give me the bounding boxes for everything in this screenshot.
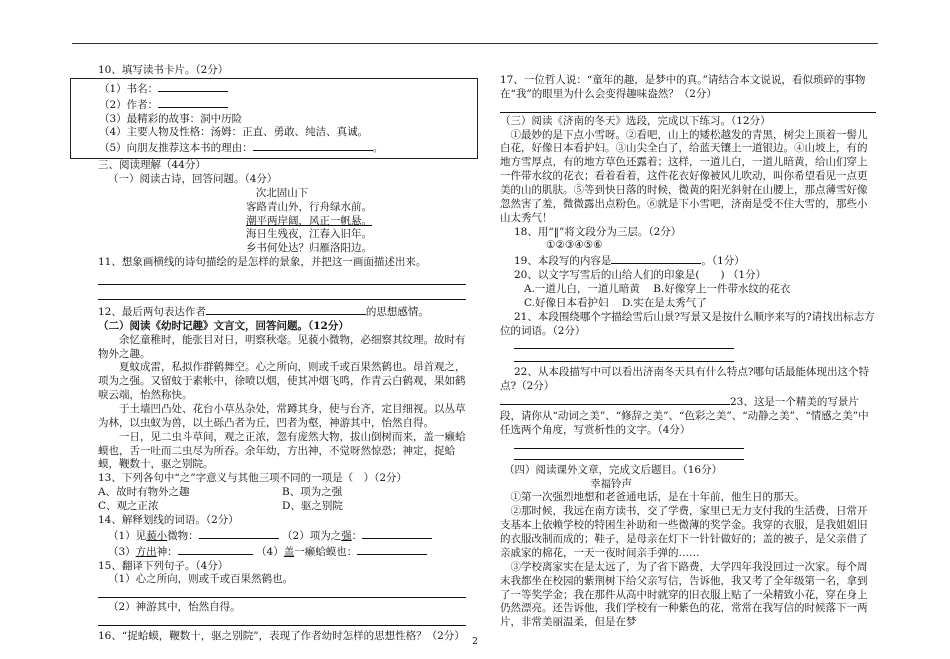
q13: 13、下列各句中“之”字意义与其他三项不同的一项是（ ）（2分） [98, 472, 408, 485]
poem-title: 次北固山下 [255, 186, 309, 199]
q20: 20、以文字写雪后的山给人们的印象是( ) （1分） [514, 269, 767, 282]
sub2-title: （二）阅读《幼时记趣》文言文，回答问题。（12分） [98, 319, 349, 332]
q23-answer-line-2[interactable] [514, 449, 744, 460]
top-rule [72, 43, 878, 44]
card-author: （2）作者： [99, 97, 465, 113]
q12-blank[interactable] [206, 304, 366, 315]
card-reason: （5）向朋友推荐这本书的理由： 。 [99, 142, 384, 155]
q11-answer-line[interactable] [98, 270, 466, 285]
left-column [98, 64, 466, 644]
page-number: 2 [472, 637, 478, 647]
reading-card [70, 78, 478, 159]
poem-line-2: 潮平两岸阔，风正一帆悬。 [246, 214, 372, 227]
q13-option-b: B、项为之强 [282, 486, 343, 499]
q13-option-d: D、驱之别院 [282, 500, 343, 513]
q15-item-2: （2）神游其中，怡然自得。 [108, 601, 241, 614]
q11: 11、想象画横线的诗句描绘的是怎样的景象，并把这一画面描述出来。 [98, 256, 427, 269]
q22-answer-line[interactable] [500, 394, 730, 405]
card-story: （3）最精彩的故事：洞中历险 [99, 112, 243, 125]
passage-para-3: 于土墙凹凸处、花台小草丛杂处，常蹲其身，使与台齐，定目细视。以丛草为林，以虫蚁为兽，以土砾凸者为丘，凹者为壑，神游其中，怡然自得。 [98, 403, 466, 429]
right-column [500, 64, 876, 630]
card-book-name: （1）书名： [99, 81, 465, 97]
section3-title: 三、阅读理解（44分） [98, 159, 206, 172]
q19-blank[interactable] [611, 253, 701, 264]
essay-para-1: ①第一次强烈地想和老爸通电话，是在十年前，他生日的那天。 [510, 491, 805, 504]
q14: 14、解释划线的词语。（2分） [98, 513, 239, 526]
q16: 16、“捉蛤蟆，鞭数十，驱之别院”，表现了作者幼时怎样的思想性格？（2分） [98, 630, 465, 643]
sub1-title: （一）阅读古诗，回答问题。（4分） [108, 173, 278, 186]
q17-answer-line[interactable] [500, 102, 876, 113]
q21: 21、本段围绕哪个字描绘雪后山景?写景又是按什么顺序来写的?请找出标志方位的词语。（2分） [500, 310, 875, 337]
q14-row1: （1）见藐小微物： （2）项为之强： [98, 528, 466, 544]
q20-options-row1: A.一道儿白，一道儿暗黄 B.好像穿上一件带水纹的花衣 [524, 283, 791, 296]
q12: 12、最后两句表达作者 的思想感情。 [98, 306, 429, 319]
poem-line-4: 乡书何处达？归雁洛阳边。 [246, 242, 372, 255]
q18-numbers: ①②③④⑤⑥ [546, 239, 603, 252]
q11-answer-line-2[interactable] [98, 285, 466, 300]
q10-title: 10、填写读书卡片。（2分） [98, 64, 229, 76]
q19: 19、本段写的内容是 。（1分） [514, 255, 745, 268]
q20-options-row2: C.好像日本看护妇 D.实在是太秀气了 [524, 296, 707, 309]
poem-line-1: 客路青山外，行舟绿水前。 [246, 200, 372, 213]
q23-answer-line[interactable] [514, 438, 744, 449]
q15-answer-line-2[interactable] [98, 615, 466, 626]
q14-row2: （3）方出神： （4）盖一癞蛤蟆也： [98, 544, 466, 560]
poem-line-3: 海日生残夜，江春入旧年。 [246, 228, 372, 241]
q21-answer-line-2[interactable] [514, 349, 734, 362]
q13-option-a: A、故时有物外之趣 [98, 486, 190, 499]
passage-para-1: 余忆童稚时，能张目对日，明察秋毫。见藐小微物，必细察其纹理。故时有物外之趣。 [98, 333, 466, 360]
q22: 22、从本段描写中可以看出济南冬天具有什么特点?哪句话最能体现出这个特点?（2分） [500, 366, 869, 393]
q15-item-1: （1）心之所向，则或千或百果然鹤也。 [108, 573, 294, 586]
q13-options-row1 [98, 486, 466, 500]
sub3-title: （三）阅读《济南的冬天》选段，完成以下练习。（12分） [500, 114, 771, 127]
q21-answer-line[interactable] [514, 338, 734, 349]
essay-para-2: ②那时候，我远在南方读书，交了学费，家里已无力支付我的生活费，日常开支基本上依赖学校的特困生补助和一些微薄的奖学金。我穿的衣服，是我姐姐旧的衣服改制而成的；鞋子，是母亲在灯下一针针做好的；盖的被子，是父亲借了亲戚家的棉花，一天一夜时间亲手弹的…… [500, 505, 868, 559]
q13-options-row2 [98, 500, 466, 514]
q18: 18、用“‖”将文段分为三层。（2分） [514, 225, 682, 238]
jinan-passage: ①最妙的是下点小雪呀。②看吧，山上的矮松越发的青黑，树尖上顶着一髻儿白花，好像日本看护妇。③山尖全白了，给蓝天镶上一道银边。④山坡上，有的地方雪厚点，有的地方草色还露着；这样，一道儿白，一道儿暗黄，给山们穿上一件带水纹的花衣；看着看着，这件花衣好像被风儿吹动，叫你希望看见一点更美的山的肌肤。⑤等到快日落的时候，微黄的阳光斜射在山腰上，那点薄雪好像忽然害了羞，微微露出点粉色。⑥就是下小雪吧，济南是受不住大雪的，那些小山太秀气！ [500, 128, 868, 224]
passage-para-2: 夏蚊成雷，私拟作群鹤舞空。心之所向，则或千或百果然鹤也。昂首观之，项为之强。又留蚊于素帐中，徐喷以烟，使其冲烟飞鸣，作青云白鹤观，果如鹤唳云端，怡然称快。 [98, 361, 466, 402]
passage-para-4: 一日，见二虫斗草间，观之正浓，忽有庞然大物，拔山倒树而来，盖一癞蛤蟆也，舌一吐而二虫尽为所吞。余年幼，方出神，不觉呀然惊恐；神定，捉蛤蟆，鞭数十，驱之别院。 [98, 430, 466, 471]
q13-option-c: C、观之正浓 [98, 500, 159, 513]
q15-answer-line-1[interactable] [98, 587, 466, 598]
essay-para-3: ③学校离家实在是太远了，为了省下路费，大学四年我没回过一次家。每个周末我都坐在校园的紫荆树下给父亲写信，告诉他，我又考了全年级第一名，拿到了一等奖学金；我在那件从高中时就穿的旧衣服上贴了一朵精致小花，穿在身上仍然漂亮。还告诉他，我们学校有一种紫色的花，常常在我写信的时候落下一两片，非常美丽温柔，但是在梦 [500, 560, 868, 629]
card-characters: （4）主要人物及性格：汤姆：正直、勇敢、纯洁、真诚。 [99, 126, 369, 139]
essay-title: 幸福铃声 [590, 477, 632, 490]
q23: 23、这是一个精美的写景片段，请你从“动词之美”、“修辞之美”、“色彩之美”、“动静之美”、“情感之美”中任选两个角度，写赏析性的文字。（4分） [500, 396, 869, 436]
q17: 17、一位哲人说：“童年的趣，是梦中的真。”请结合本文说说，看似琐碎的事物在“我”的眼里为什么会变得趣味盎然？（2分） [500, 74, 866, 100]
q15: 15、翻译下列句子。（4分） [98, 559, 229, 572]
sub4-title: （四）阅读课外文章，完成文后题目。（16分） [504, 463, 723, 476]
